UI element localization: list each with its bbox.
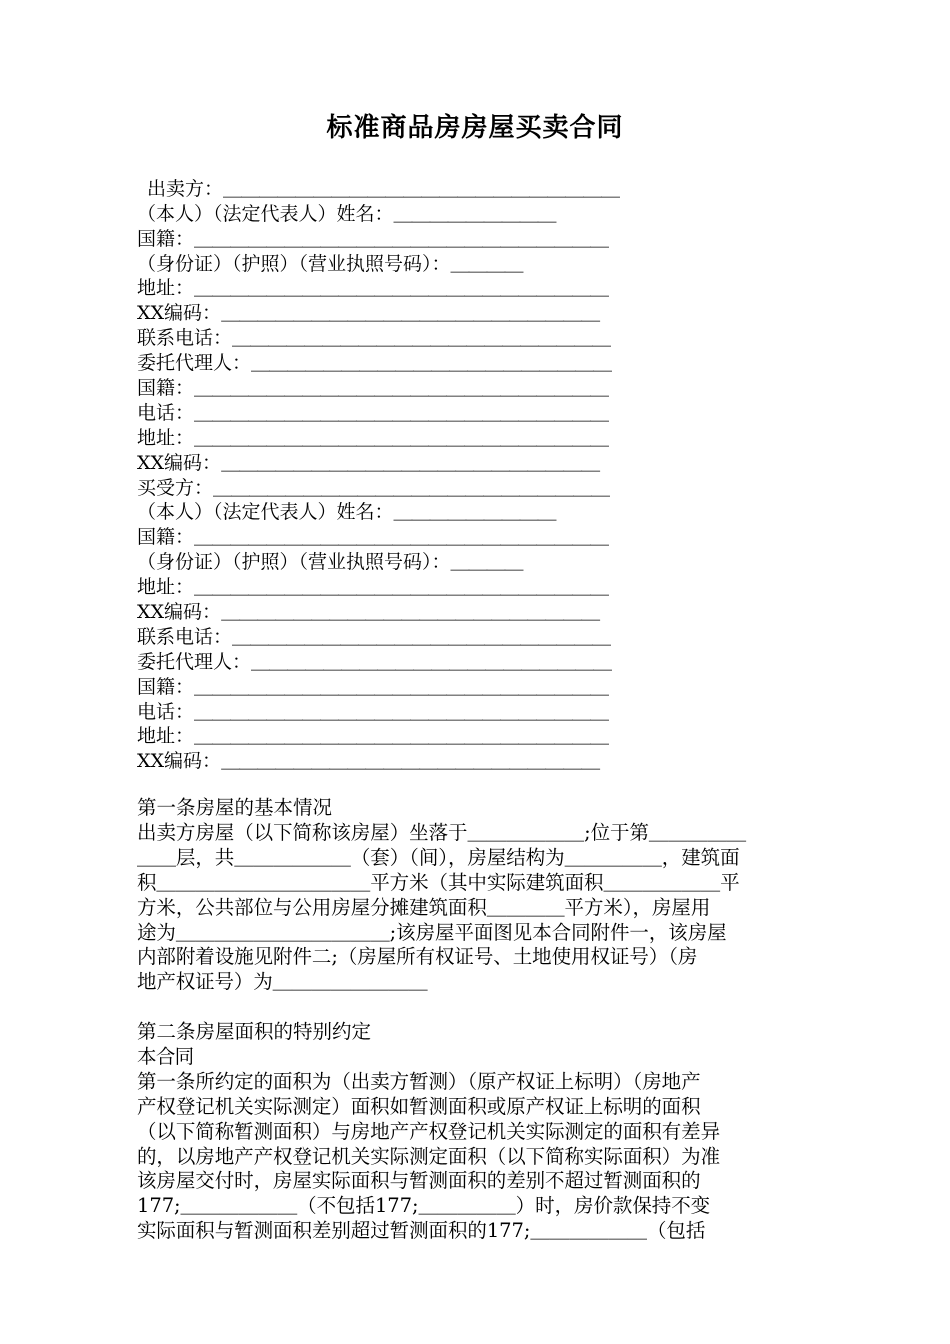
party-field-label: XX编码： bbox=[137, 302, 222, 325]
article-line: （以下简称暂测面积）与房地产产权登记机关实际测定的面积有差异 bbox=[137, 1119, 721, 1143]
party-field-label: （本人）（法定代表人）姓名： bbox=[137, 202, 394, 225]
party-field-blank: ＿＿＿＿＿＿＿＿＿＿＿＿＿＿＿＿＿＿＿＿＿ bbox=[221, 451, 600, 474]
party-field-row bbox=[137, 474, 617, 499]
party-field-blank: ＿＿＿＿＿＿＿＿＿＿＿＿＿＿＿＿＿＿＿＿ bbox=[251, 650, 612, 673]
party-field-row bbox=[137, 648, 617, 673]
party-field-label: 地址： bbox=[137, 576, 195, 599]
party-field-label: （身份证）（护照）（营业执照号码）： bbox=[137, 551, 451, 574]
party-field-row bbox=[137, 275, 617, 300]
party-field-row bbox=[137, 723, 617, 748]
party-field-blank: ＿＿＿＿＿＿＿＿＿＿＿＿＿＿＿＿＿＿＿＿＿＿＿ bbox=[194, 526, 609, 549]
party-field-blank: ＿＿＿＿ bbox=[450, 252, 523, 275]
party-field-label: 委托代理人： bbox=[137, 650, 252, 673]
party-field-row bbox=[137, 250, 617, 275]
party-field-row bbox=[137, 548, 617, 573]
article-line: 方米，公共部位与公用房屋分摊建筑面积＿＿＿＿平方米），房屋用 bbox=[137, 895, 711, 919]
party-field-blank: ＿＿＿＿＿＿＿＿＿＿＿＿＿＿＿＿＿＿＿＿＿＿＿ bbox=[194, 675, 609, 698]
party-field-row bbox=[137, 324, 617, 349]
party-field-blank: ＿＿＿＿＿＿＿＿＿＿＿＿＿＿＿＿＿＿＿＿＿＿＿ bbox=[194, 377, 609, 400]
party-field-label: XX编码： bbox=[137, 750, 222, 773]
party-field-label: 国籍： bbox=[137, 227, 195, 250]
party-field-blank: ＿＿＿＿＿＿＿＿＿＿＿＿＿＿＿＿＿＿＿＿＿＿＿ bbox=[194, 700, 609, 723]
party-field-label: 国籍： bbox=[137, 675, 195, 698]
party-field-label: 委托代理人： bbox=[137, 352, 252, 375]
party-field-label: 联系电话： bbox=[137, 625, 233, 648]
party-field-label: 国籍： bbox=[137, 526, 195, 549]
party-field-blank: ＿＿＿＿＿＿＿＿＿＿＿＿＿＿＿＿＿＿＿＿＿＿＿ bbox=[194, 227, 609, 250]
party-field-row bbox=[137, 573, 617, 598]
article-line: ＿＿层，共＿＿＿＿＿＿（套）（间），房屋结构为＿＿＿＿＿，建筑面 bbox=[137, 845, 740, 869]
article-1-body bbox=[137, 821, 817, 995]
party-field-blank: ＿＿＿＿＿＿＿＿＿＿＿＿＿＿＿＿＿＿＿＿＿＿ bbox=[223, 177, 620, 200]
party-field-blank: ＿＿＿＿＿＿＿＿＿＿＿＿＿＿＿＿＿＿＿＿＿ bbox=[221, 601, 600, 624]
party-field-label: 国籍： bbox=[137, 377, 195, 400]
party-field-blank: ＿＿＿＿＿＿＿＿＿＿＿＿＿＿＿＿＿＿＿＿＿ bbox=[221, 302, 600, 325]
party-field-label: （身份证）（护照）（营业执照号码）： bbox=[137, 252, 451, 275]
article-line: 实际面积与暂测面积差别超过暂测面积的177;＿＿＿＿＿＿（包括 bbox=[137, 1219, 706, 1243]
party-field-row bbox=[137, 598, 617, 623]
party-field-label: 地址： bbox=[137, 426, 195, 449]
page-title: 标准商品房房屋买卖合同 bbox=[326, 113, 624, 143]
party-field-label: （本人）（法定代表人）姓名： bbox=[137, 501, 394, 524]
article-1-heading: 第一条房屋的基本情况 bbox=[137, 796, 333, 819]
party-field-blank: ＿＿＿＿＿＿＿＿＿＿＿＿＿＿＿＿＿＿＿＿ bbox=[251, 352, 612, 375]
party-field-blank: ＿＿＿＿＿＿＿＿＿＿＿＿＿＿＿＿＿＿＿＿＿＿ bbox=[213, 476, 610, 499]
article-line: 本合同 bbox=[137, 1044, 194, 1068]
article-line: 该房屋交付时，房屋实际面积与暂测面积的差别不超过暂测面积的 bbox=[137, 1169, 701, 1193]
party-field-row bbox=[137, 523, 617, 548]
party-field-row bbox=[137, 374, 617, 399]
party-field-blank: ＿＿＿＿＿＿＿＿＿＿＿＿＿＿＿＿＿＿＿＿＿ bbox=[232, 625, 611, 648]
party-field-label: 联系电话： bbox=[137, 327, 233, 350]
party-field-row bbox=[137, 698, 617, 723]
party-field-blank: ＿＿＿＿＿＿＿＿＿ bbox=[393, 202, 556, 225]
party-field-blank: ＿＿＿＿＿＿＿＿＿＿＿＿＿＿＿＿＿＿＿＿＿＿＿ bbox=[194, 401, 609, 424]
article-line: 的，以房地产产权登记机关实际测定面积（以下简称实际面积）为准 bbox=[137, 1144, 721, 1168]
party-field-row bbox=[137, 424, 617, 449]
party-field-row bbox=[137, 399, 617, 424]
party-field-row bbox=[137, 225, 617, 250]
party-field-row bbox=[137, 200, 617, 225]
party-field-label: 买受方： bbox=[137, 476, 214, 499]
party-field-row bbox=[137, 623, 617, 648]
party-field-label: 电话： bbox=[137, 401, 195, 424]
party-field-label: 电话： bbox=[137, 700, 195, 723]
party-field-label: 地址： bbox=[137, 277, 195, 300]
article-line: 积＿＿＿＿＿＿＿＿＿＿＿平方米（其中实际建筑面积＿＿＿＿＿＿平 bbox=[137, 870, 740, 894]
party-field-row bbox=[137, 499, 617, 524]
party-fields bbox=[137, 175, 620, 773]
party-field-row bbox=[137, 673, 617, 698]
article-line: 内部附着设施见附件二;（房屋所有权证号、土地使用权证号）（房 bbox=[137, 945, 698, 969]
article-2 bbox=[137, 1020, 817, 1244]
article-2-heading: 第二条房屋面积的特别约定 bbox=[137, 1020, 372, 1043]
article-2-body bbox=[137, 1045, 817, 1244]
article-line: 177;＿＿＿＿＿＿（不包括177;＿＿＿＿＿）时，房价款保持不变 bbox=[137, 1194, 711, 1218]
party-field-row bbox=[137, 449, 617, 474]
party-field-blank: ＿＿＿＿＿＿＿＿＿＿＿＿＿＿＿＿＿＿＿＿＿ bbox=[221, 750, 600, 773]
article-line: 第一条所约定的面积为（出卖方暂测）（原产权证上标明）（房地产 bbox=[137, 1069, 701, 1093]
article-line: 地产权证号）为＿＿＿＿＿＿＿＿ bbox=[137, 970, 428, 994]
party-field-blank: ＿＿＿＿＿＿＿＿＿ bbox=[393, 501, 556, 524]
party-field-blank: ＿＿＿＿＿＿＿＿＿＿＿＿＿＿＿＿＿＿＿＿＿＿＿ bbox=[194, 725, 609, 748]
party-field-blank: ＿＿＿＿＿＿＿＿＿＿＿＿＿＿＿＿＿＿＿＿＿＿＿ bbox=[194, 277, 609, 300]
party-field-row bbox=[137, 299, 617, 324]
party-field-label: 地址： bbox=[137, 725, 195, 748]
article-line: 产权登记机关实际测定）面积如暂测面积或原产权证上标明的面积 bbox=[137, 1094, 701, 1118]
party-field-blank: ＿＿＿＿＿＿＿＿＿＿＿＿＿＿＿＿＿＿＿＿＿＿＿ bbox=[194, 426, 609, 449]
party-field-label: 出卖方： bbox=[147, 177, 224, 200]
party-field-blank: ＿＿＿＿ bbox=[450, 551, 523, 574]
article-1 bbox=[137, 796, 817, 995]
party-field-label: XX编码： bbox=[137, 601, 222, 624]
party-field-row bbox=[137, 349, 617, 374]
party-field-blank: ＿＿＿＿＿＿＿＿＿＿＿＿＿＿＿＿＿＿＿＿＿ bbox=[232, 327, 611, 350]
party-field-label: XX编码： bbox=[137, 451, 222, 474]
party-field-row bbox=[137, 175, 620, 200]
party-field-blank: ＿＿＿＿＿＿＿＿＿＿＿＿＿＿＿＿＿＿＿＿＿＿＿ bbox=[194, 576, 609, 599]
party-field-row bbox=[137, 747, 617, 772]
article-line: 出卖方房屋（以下简称该房屋）坐落于＿＿＿＿＿＿;位于第＿＿＿＿＿ bbox=[137, 820, 747, 844]
article-line: 途为＿＿＿＿＿＿＿＿＿＿＿;该房屋平面图见本合同附件一，该房屋 bbox=[137, 920, 727, 944]
